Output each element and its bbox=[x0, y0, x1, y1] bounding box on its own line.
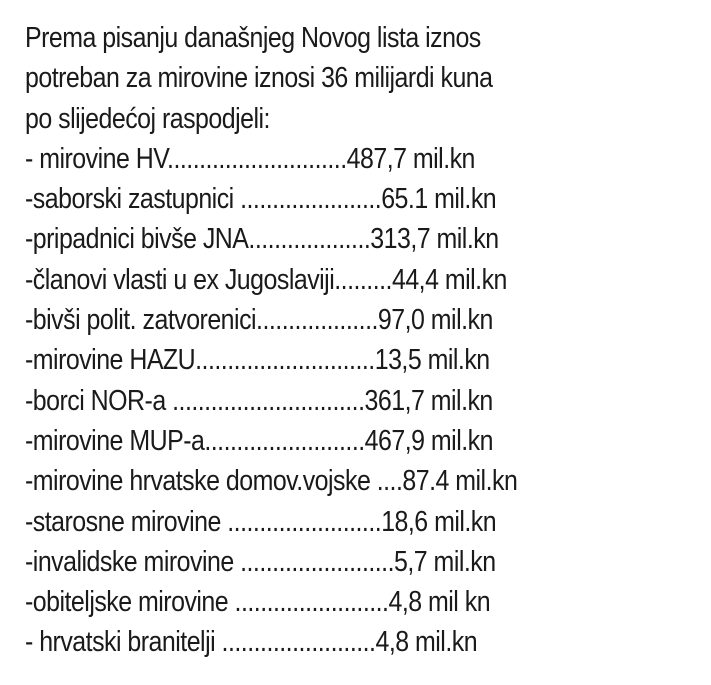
list-item-hrvatski-branitelji bbox=[25, 622, 610, 662]
entry-label: -invalidske mirovine bbox=[25, 545, 241, 578]
list-item-clanovi-vlasti bbox=[25, 260, 610, 300]
entry-label: -obiteljske mirovine bbox=[25, 586, 235, 619]
entry-value: 18,6 mil.kn bbox=[381, 505, 497, 538]
entry-label: -mirovine hrvatske domov.vojske bbox=[25, 465, 377, 498]
entry-label: - mirovine HV bbox=[25, 142, 168, 175]
dot-leader: ............................ bbox=[195, 344, 375, 377]
entry-label: -starosne mirovine bbox=[25, 505, 228, 538]
entry-value: 65.1 mil.kn bbox=[381, 183, 497, 216]
entry-value: 4,8 mil kn bbox=[388, 586, 491, 619]
intro-line: po slijedećoj raspodjeli: bbox=[25, 102, 270, 135]
list-item-invalidske-mirovine bbox=[25, 542, 610, 582]
pension-distribution-text bbox=[25, 18, 705, 663]
entry-label: -članovi vlasti u ex Jugoslaviji bbox=[25, 263, 335, 296]
entry-label: -pripadnici bivše JNA bbox=[25, 223, 249, 256]
entry-value: 44,4 mil.kn bbox=[391, 263, 507, 296]
entry-value: 97,0 mil.kn bbox=[377, 304, 493, 337]
dot-leader: ............................ bbox=[167, 142, 347, 175]
entry-value: 313,7 mil.kn bbox=[370, 223, 499, 256]
list-item-mirovine-hazu bbox=[25, 340, 610, 380]
entry-label: - hrvatski branitelji bbox=[25, 626, 222, 659]
dot-leader: ........................ bbox=[240, 545, 395, 578]
dot-leader: ........................ bbox=[227, 505, 382, 538]
dot-leader: ...................... bbox=[240, 183, 382, 216]
entry-label: -borci NOR-a bbox=[25, 384, 173, 417]
dot-leader: ........................ bbox=[234, 586, 389, 619]
entry-label: -mirovine HAZU bbox=[25, 344, 196, 377]
entry-value: 467,9 mil.kn bbox=[364, 424, 493, 457]
entry-label: -saborski zastupnici bbox=[25, 183, 241, 216]
entry-value: 5,7 mil.kn bbox=[394, 545, 496, 578]
dot-leader: ......................... bbox=[204, 424, 365, 457]
entry-value: 487,7 mil.kn bbox=[346, 142, 475, 175]
intro-line: Prema pisanju današnjeg Novog lista iznos bbox=[25, 22, 481, 54]
dot-leader: ................... bbox=[248, 223, 371, 256]
entry-value: 13,5 mil.kn bbox=[374, 344, 490, 377]
list-item-polit-zatvorenici bbox=[25, 300, 610, 340]
entry-value: 4,8 mil.kn bbox=[375, 626, 478, 659]
dot-leader: .............................. bbox=[172, 384, 365, 417]
list-item-saborski-zastupnici bbox=[25, 179, 610, 219]
list-item-pripadnici-jna bbox=[25, 219, 610, 259]
list-item-mirovine-hv bbox=[25, 139, 610, 179]
list-item-borci-nor bbox=[25, 381, 610, 421]
list-item-domovinske-vojske bbox=[25, 461, 610, 501]
distribution-list bbox=[25, 139, 705, 663]
list-item-starosne-mirovine bbox=[25, 502, 610, 542]
entry-value: 87.4 mil.kn bbox=[402, 465, 518, 498]
dot-leader: .... bbox=[376, 465, 403, 498]
list-item-obiteljske-mirovine bbox=[25, 582, 610, 622]
dot-leader: ......... bbox=[334, 263, 392, 296]
dot-leader: ........................ bbox=[221, 626, 376, 659]
list-item-mirovine-mup bbox=[25, 421, 610, 461]
entry-value: 361,7 mil.kn bbox=[364, 384, 493, 417]
entry-label: -mirovine MUP-a bbox=[25, 424, 205, 457]
dot-leader: ................... bbox=[256, 304, 378, 337]
intro-line: potreban za mirovine iznosi 36 milijardi kuna bbox=[25, 62, 493, 95]
entry-label: -bivši polit. zatvorenici bbox=[25, 304, 257, 337]
intro-paragraph bbox=[25, 18, 705, 139]
